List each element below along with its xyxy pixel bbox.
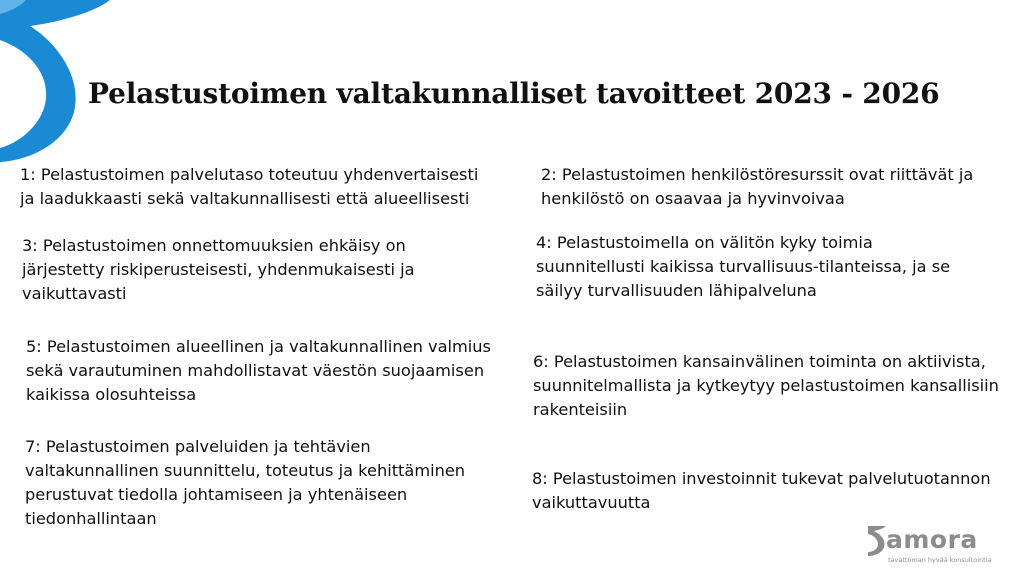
samora-s-icon [866, 524, 888, 558]
goal-5-text: 5: Pelastustoimen alueellinen ja valtakunnallinen valmius sekä varautuminen mahdollistavat väestön suojaamisen kaikissa olosuhteissa [26, 337, 491, 404]
goal-6-text: 6: Pelastustoimen kansainvälinen toiminta on aktiivista, suunnitelmallista ja kytkeytyy pelastustoimen kansallisiin rakenteisiin [533, 352, 999, 419]
goal-5 [26, 335, 531, 407]
goal-4-text: 4: Pelastustoimella on välitön kyky toimia suunnitellusti kaikissa turvallisuus-tilanteissa, ja se säilyy turvallisuuden lähipalveluna [536, 233, 951, 300]
goal-1-text: 1: Pelastustoimen palvelutaso toteutuu yhdenvertaisesti ja laadukkaasti sekä valtakunnallisesti että alueellisesti [20, 165, 479, 208]
goal-6 [533, 350, 1024, 422]
goal-2-text: 2: Pelastustoimen henkilöstöresurssit ovat riittävät ja henkilöstö on osaavaa ja hyvinvoivaa [541, 165, 974, 208]
logo-wordmark: amora [886, 525, 978, 554]
goal-8-text: 8: Pelastustoimen investoinnit tukevat palvelutuotannon vaikuttavuutta [532, 469, 991, 512]
goal-3 [22, 234, 532, 306]
goal-7 [25, 435, 530, 531]
goal-2 [541, 163, 1021, 211]
goal-8 [532, 467, 1024, 515]
goal-1 [20, 163, 530, 211]
goal-4 [536, 231, 1022, 303]
goal-3-text: 3: Pelastustoimen onnettomuuksien ehkäisy on järjestetty riskiperusteisesti, yhdenmukaisesti ja vaikuttavasti [22, 236, 415, 303]
goal-7-text: 7: Pelastustoimen palveluiden ja tehtävien valtakunnallinen suunnittelu, toteutus ja kehittäminen perustuvat tiedolla johtamiseen ja yhtenäiseen tiedonhallintaan [25, 437, 466, 528]
logo-tagline: tavattoman hyvää konsultointia [888, 556, 992, 564]
page-title: Pelastustoimen valtakunnalliset tavoitteet 2023 - 2026 [88, 77, 940, 110]
samora-logo [866, 521, 992, 571]
